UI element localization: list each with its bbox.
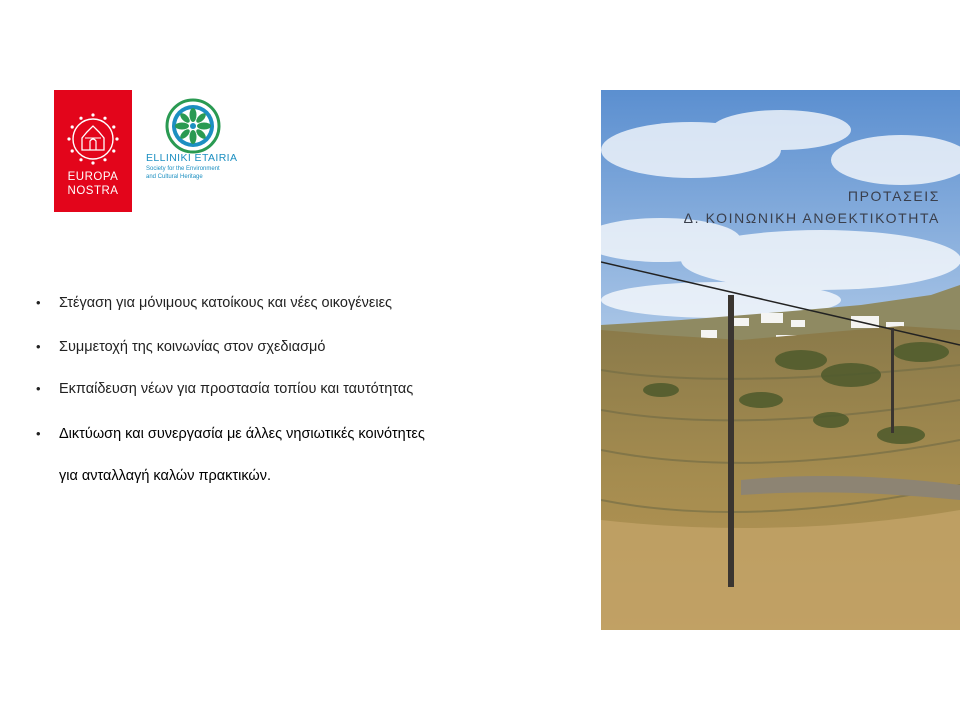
elliniki-etairia-emblem-icon xyxy=(165,98,221,154)
bullet-text: Εκπαίδευση νέων για προστασία τοπίου και ταυτότητας xyxy=(59,381,414,397)
bullet-text: Συμμετοχή της κοινωνίας στον σχεδιασμό xyxy=(59,339,326,355)
bullet-dot: • xyxy=(36,381,41,396)
elliniki-etairia-name: ELLINIKI ETAIRIA xyxy=(146,152,238,164)
europa-nostra-logo xyxy=(54,90,132,212)
europa-nostra-line1: EUROPA xyxy=(67,171,119,183)
bullet-dot: • xyxy=(36,426,41,441)
photo-title-line1: ΠΡΟΤΑΣΕΙΣ xyxy=(847,188,940,204)
landscape-photo xyxy=(601,90,960,630)
bullet-dot: • xyxy=(36,295,41,310)
bullet-text: Δικτύωση και συνεργασία με άλλες νησιωτικές κοινότητες xyxy=(59,426,425,442)
photo-title-line2: Δ. ΚΟΙΝΩΝΙΚΗ ΑΝΘΕΚΤΙΚΟΤΗΤΑ xyxy=(683,210,940,226)
landscape-photo-image xyxy=(601,90,960,630)
europa-nostra-line2: NOSTRA xyxy=(67,185,119,197)
bullet-continuation: για ανταλλαγή καλών πρακτικών. xyxy=(59,468,272,484)
bullet-text: Στέγαση για μόνιμους κατοίκους και νέες οικογένειες xyxy=(59,295,393,311)
europa-nostra-emblem-icon xyxy=(66,112,120,166)
elliniki-etairia-subtitle-1: Society for the Environment xyxy=(146,166,220,172)
bullet-dot: • xyxy=(36,339,41,354)
elliniki-etairia-subtitle-2: and Cultural Heritage xyxy=(146,174,203,180)
